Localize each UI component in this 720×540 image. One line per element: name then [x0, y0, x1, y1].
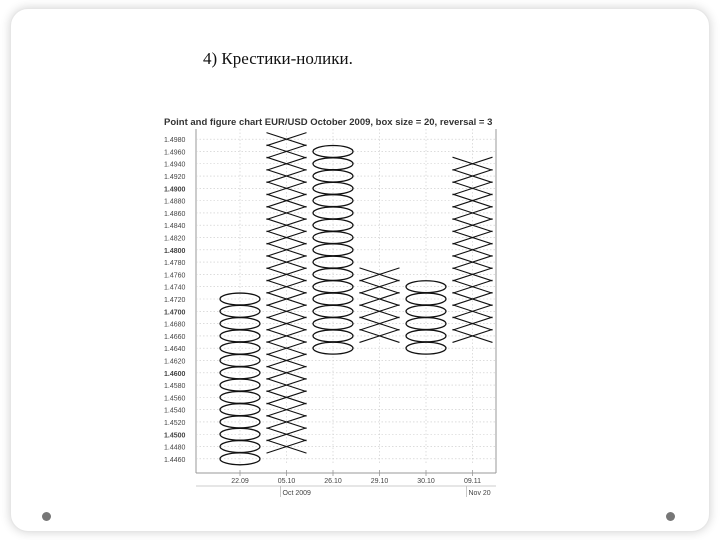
- y-axis: [164, 137, 186, 464]
- o-box-mark: [220, 416, 260, 428]
- o-box-mark: [220, 367, 260, 379]
- y-tick-label: 1.4920: [164, 174, 186, 182]
- o-box-mark: [406, 342, 446, 354]
- x-tick-label: 26.10: [324, 478, 342, 485]
- o-box-mark: [220, 391, 260, 403]
- y-tick-label: 1.4580: [164, 383, 186, 391]
- x-tick-label: 29.10: [370, 478, 389, 485]
- y-tick-label: 1.4640: [164, 346, 186, 354]
- o-box-mark: [220, 342, 260, 354]
- y-tick-label: 1.4860: [164, 210, 186, 218]
- y-tick-label: 1.4940: [164, 161, 186, 169]
- y-tick-label: 1.4980: [164, 137, 186, 145]
- y-tick-label: 1.4720: [164, 297, 186, 304]
- x-tick-label: 22.09: [231, 478, 249, 485]
- x-tick-label: 05.10: [277, 478, 296, 485]
- y-tick-label: 1.4740: [164, 284, 186, 292]
- x-group-label: Nov 20: [468, 490, 491, 497]
- o-box-mark: [220, 441, 260, 453]
- y-tick-label: 1.4600: [164, 370, 186, 378]
- x-axis: [196, 470, 496, 497]
- chart-svg: [158, 110, 500, 498]
- y-tick-label: 1.4820: [164, 235, 186, 243]
- y-tick-label: 1.4460: [164, 456, 186, 464]
- y-tick-label: 1.4700: [164, 309, 186, 317]
- y-tick-label: 1.4960: [164, 149, 186, 157]
- x-tick-label: 30.10: [417, 478, 435, 485]
- chart-title: Point and figure chart EUR/USD October 2009, box size = 20, reversal = 3: [164, 117, 493, 128]
- y-tick-label: 1.4660: [164, 333, 186, 341]
- bullet-dot-left: [42, 512, 51, 521]
- bullet-dot-right: [666, 512, 675, 521]
- y-tick-label: 1.4520: [164, 419, 186, 427]
- y-tick-label: 1.4880: [164, 198, 186, 206]
- y-tick-label: 1.4560: [164, 395, 186, 403]
- y-tick-label: 1.4840: [164, 223, 186, 231]
- pnf-chart: [158, 110, 500, 498]
- x-group-label: Oct 2009: [282, 490, 311, 497]
- y-tick-label: 1.4760: [164, 272, 186, 280]
- y-tick-label: 1.4780: [164, 260, 186, 268]
- y-tick-label: 1.4800: [164, 247, 186, 255]
- slide-title: 4) Крестики-нолики.: [203, 49, 353, 68]
- y-tick-label: 1.4500: [164, 432, 186, 440]
- x-tick-label: 09.11: [464, 478, 481, 485]
- y-tick-label: 1.4620: [164, 358, 186, 366]
- y-tick-label: 1.4900: [164, 186, 186, 194]
- y-tick-label: 1.4480: [164, 444, 186, 452]
- y-tick-label: 1.4680: [164, 321, 186, 329]
- y-tick-label: 1.4540: [164, 407, 186, 415]
